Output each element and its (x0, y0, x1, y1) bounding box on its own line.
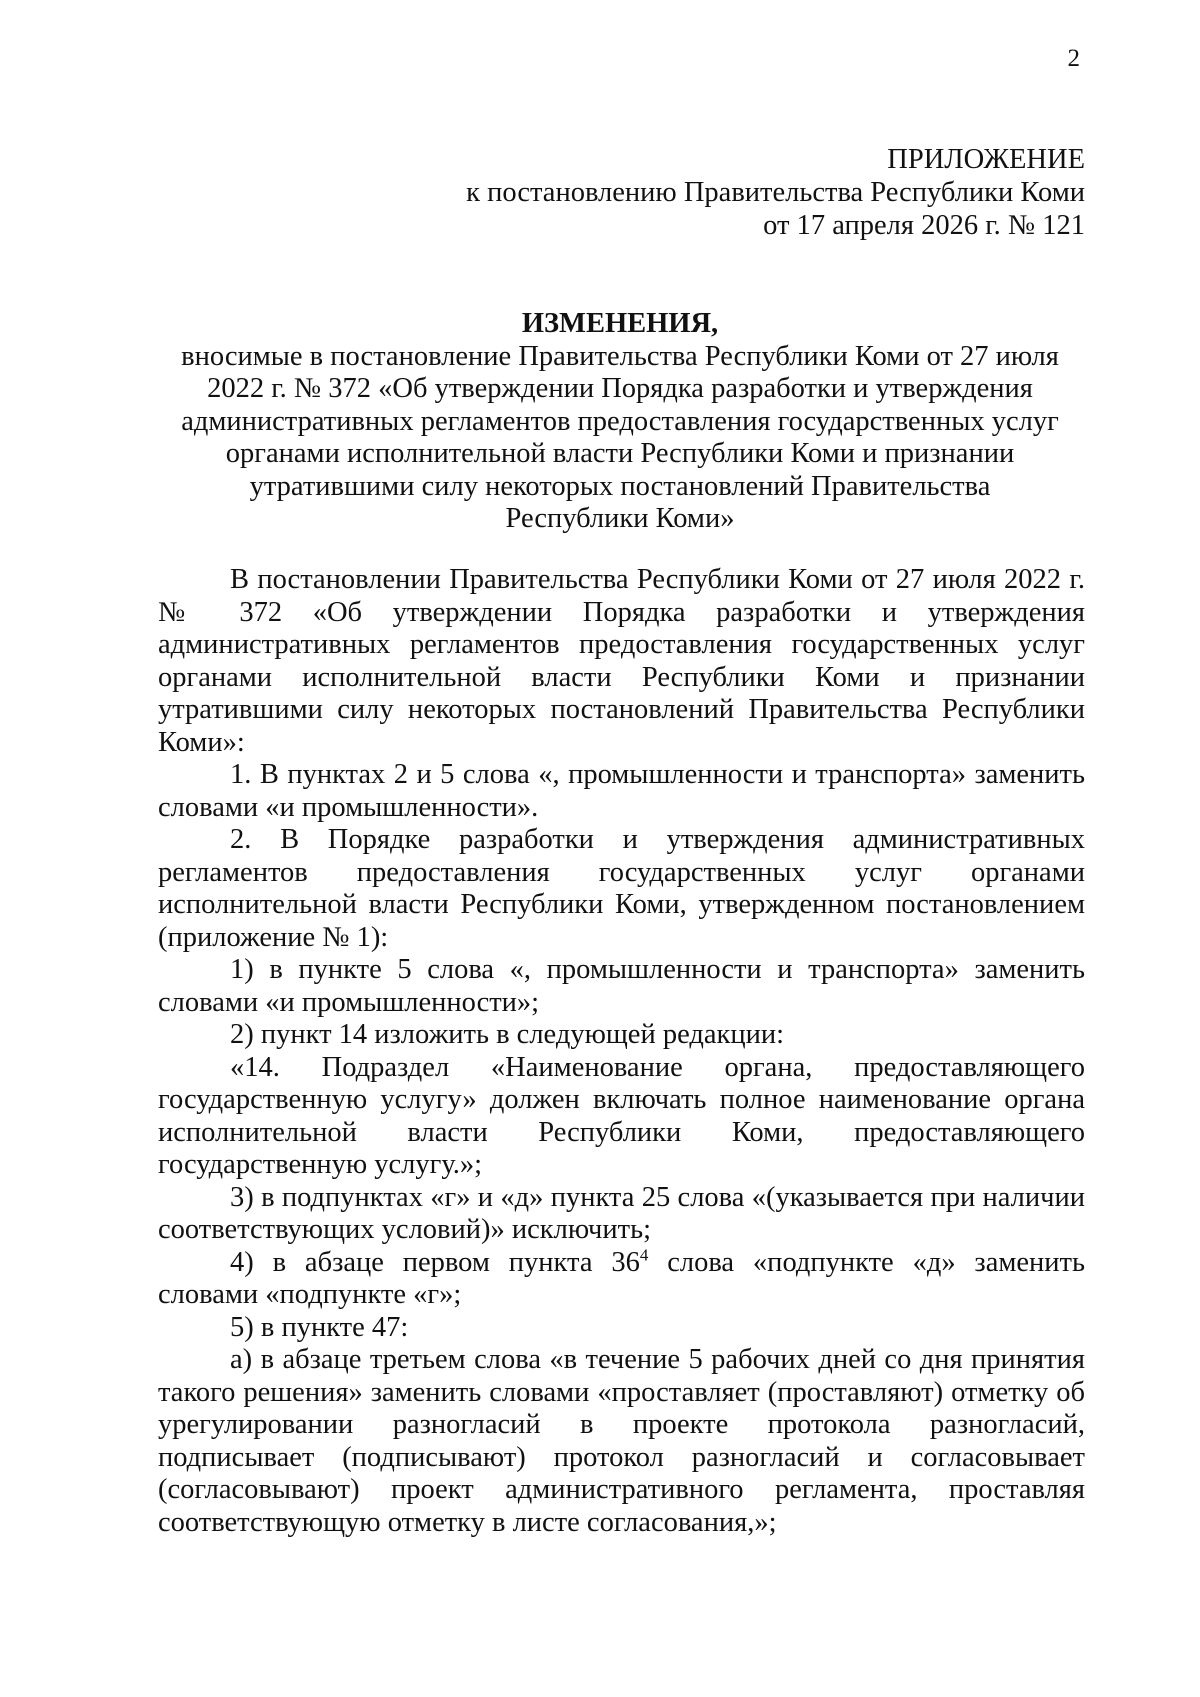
title-line: Республики Коми» (505, 503, 735, 534)
title-line: административных регламентов предоставления государственных услуг (181, 405, 1059, 437)
title-line: органами исполнительной власти Республики Коми и признании (225, 438, 1015, 469)
document-body (158, 564, 1085, 1539)
item-1-paragraph: 1. В пунктах 2 и 5 слова «, промышленности и транспорта» заменить словами «и промышленности». (158, 759, 1085, 823)
subitem-5a-paragraph: а) в абзаце третьем слова «в течение 5 рабочих дней со дня принятия такого решения» заменить словами «проставляет (проставляют) отметку об урегулировании разногласий в проекте протокола разногласий, подписывает (подписывают) протокол разногласий и согласовывает (согласовывают) проект административного регламента, проставляя соответствующую отметку в листе согласования,»; (158, 1344, 1085, 1538)
title-line: вносимые в постановление Правительства Республики Коми от 27 июля (181, 340, 1059, 372)
subitem-4-text-end: слова «подпункте «д» заменить словами «подпункте «г»; (158, 1246, 1085, 1310)
appendix-date-number: от 17 апреля 2026 г. № 121 (763, 210, 1085, 241)
title-line: 2022 г. № 372 «Об утверждении Порядка разработки и утверждения (207, 373, 1033, 404)
subitem-4-text-start: 4) в абзаце первом пункта 36 (230, 1246, 640, 1278)
intro-paragraph: В постановлении Правительства Республики Коми от 27 июля 2022 г. № 372 «Об утверждении Порядка разработки и утверждения административных регламентов предоставления государственных услуг органами исполнительной власти Республики Коми и признании утратившими силу некоторых постановлений Правительства Республики Коми»: (158, 564, 1085, 758)
document-title: ИЗМЕНЕНИЯ, (521, 308, 719, 339)
item-2-paragraph: 2. В Порядке разработки и утверждения административных регламентов предоставления государственных услуг органами исполнительной власти Республики Коми, утвержденном постановлением (приложение № 1): (158, 824, 1085, 953)
subitem-4-paragraph (158, 1247, 1085, 1312)
appendix-to-decree: к постановлению Правительства Республики Коми (466, 177, 1085, 208)
superscript-index: 4 (639, 1245, 649, 1264)
title-line: утратившими силу некоторых постановлений Правительства (249, 470, 991, 502)
subitem-5-paragraph: 5) в пункте 47: (230, 1311, 409, 1343)
appendix-header (285, 143, 1085, 242)
subitem-1-paragraph: 1) в пункте 5 слова «, промышленности и транспорта» заменить словами «и промышленности»; (158, 954, 1085, 1018)
document-title-block (150, 308, 1090, 536)
subitem-3-paragraph: 3) в подпунктах «г» и «д» пункта 25 слова «(указывается при наличии соответствующих условий)» исключить; (158, 1181, 1085, 1245)
subitem-2-paragraph: 2) пункт 14 изложить в следующей редакции: (230, 1019, 785, 1050)
page-number: 2 (1067, 45, 1080, 72)
quoted-clause-14: «14. Подраздел «Наименование органа, предоставляющего государственную услугу» должен включать полное наименование органа исполнительной власти Республики Коми, предоставляющего государственную услугу.»; (158, 1051, 1085, 1180)
appendix-label: ПРИЛОЖЕНИЕ (887, 144, 1085, 175)
